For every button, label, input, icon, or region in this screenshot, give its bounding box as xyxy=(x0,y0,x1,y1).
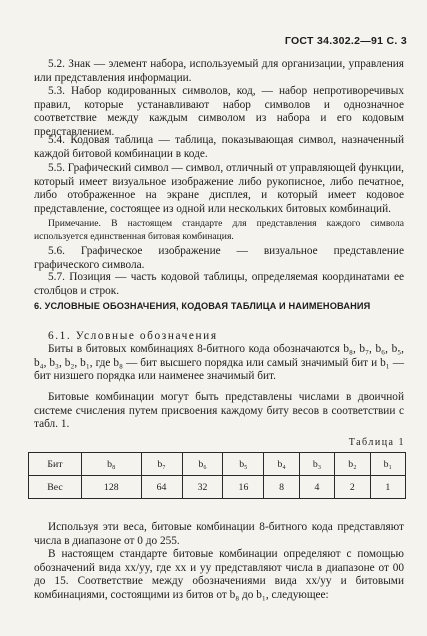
table-row-bits xyxy=(29,453,406,476)
table-cell-bit: b₇ xyxy=(141,453,182,476)
paragraph-xx-yy: В настоящем стандарте битовые комбинации определяют с помощью обозначений вида xx/yy, где xx и yy представляют числа в диапазоне от 00 до 15. Соответствие между обозначениями вида xx/yy и битовыми комбинациями, состоящими из битов от b₈ до b₁, следующее: xyxy=(34,548,404,601)
bit-weight-table xyxy=(28,452,406,499)
paragraph-5-3: 5.3. Набор кодированных символов, код, — набор непротиворечивых правил, которые устанавливают набор символов и однозначное соответствие между каждым символом из набора и его кодовым представлением. xyxy=(34,85,404,138)
page-header: ГОСТ 34.302.2—91 С. 3 xyxy=(284,35,407,47)
table-cell-bit: b₄ xyxy=(264,453,299,476)
paragraph-5-2: 5.2. Знак — элемент набора, используемый для организации, управления или представления информации. xyxy=(34,58,404,84)
table-cell-weight: 64 xyxy=(141,476,182,499)
table-cell-bit: b₆ xyxy=(182,453,223,476)
table-cell-weight: 1 xyxy=(370,476,405,499)
table-cell-weight: 32 xyxy=(182,476,223,499)
table-cell-weight: 128 xyxy=(82,476,142,499)
paragraph-5-7: 5.7. Позиция — часть кодовой таблицы, определяемая координатами ее столбцов и строк. xyxy=(34,271,404,297)
table-cell-weight: 4 xyxy=(299,476,334,499)
subsection-title: 6.1. Условные обозначения xyxy=(48,330,218,342)
table-cell-weight: 16 xyxy=(223,476,264,499)
paragraph-5-4: 5.4. Кодовая таблица — таблица, показывающая символ, назначенный каждой битовой комбинации в коде. xyxy=(34,134,404,160)
table-cell-bit: b₁ xyxy=(370,453,405,476)
table-cell-bit: b₅ xyxy=(223,453,264,476)
paragraph-6-1-combinations: Битовые комбинации могут быть представлены числами в двоичной системе счисления путем присвоения каждому биту весов в соответствии с табл. 1. xyxy=(34,391,404,431)
table-cell-bit: b₂ xyxy=(335,453,370,476)
table-cell-weight: 2 xyxy=(335,476,370,499)
table-row-weights xyxy=(29,476,406,499)
paragraph-5-6: 5.6. Графическое изображение — визуальное представление графического символа. xyxy=(34,245,404,271)
note-paragraph: Примечание. В настоящем стандарте для представления каждого символа используется единственная битовая комбинация. xyxy=(34,218,404,242)
section-title: 6. УСЛОВНЫЕ ОБОЗНАЧЕНИЯ, КОДОВАЯ ТАБЛИЦА И НАИМЕНОВАНИЯ xyxy=(34,301,371,311)
table-cell-label-weights: Вес xyxy=(29,476,82,499)
table-cell-label-bits: Бит xyxy=(29,453,82,476)
paragraph-5-5: 5.5. Графический символ — символ, отличный от управляющей функции, который имеет визуальное изображение либо рукописное, либо печатное, либо отображенное на экране дисплея, и который имеет кодовое представление, состоящее из одной или нескольких битовых комбинаций. xyxy=(34,162,404,215)
table-cell-bit: b₃ xyxy=(299,453,334,476)
paragraph-weights-range: Используя эти веса, битовые комбинации 8-битного кода представляют числа в диапазоне от 0 до 255. xyxy=(34,521,404,547)
table-caption: Таблица 1 xyxy=(348,437,405,448)
table-cell-weight: 8 xyxy=(264,476,299,499)
table-cell-bit: b₈ xyxy=(82,453,142,476)
paragraph-6-1-bits: Биты в битовых комбинациях 8-битного кода обозначаются b₈, b₇, b₆, b₅, b₄, b₃, b₂, b₁, где b₈ — бит высшего порядка или самый значимый бит и b₁ — бит низшего порядка или наименее значимый бит. xyxy=(34,343,404,383)
